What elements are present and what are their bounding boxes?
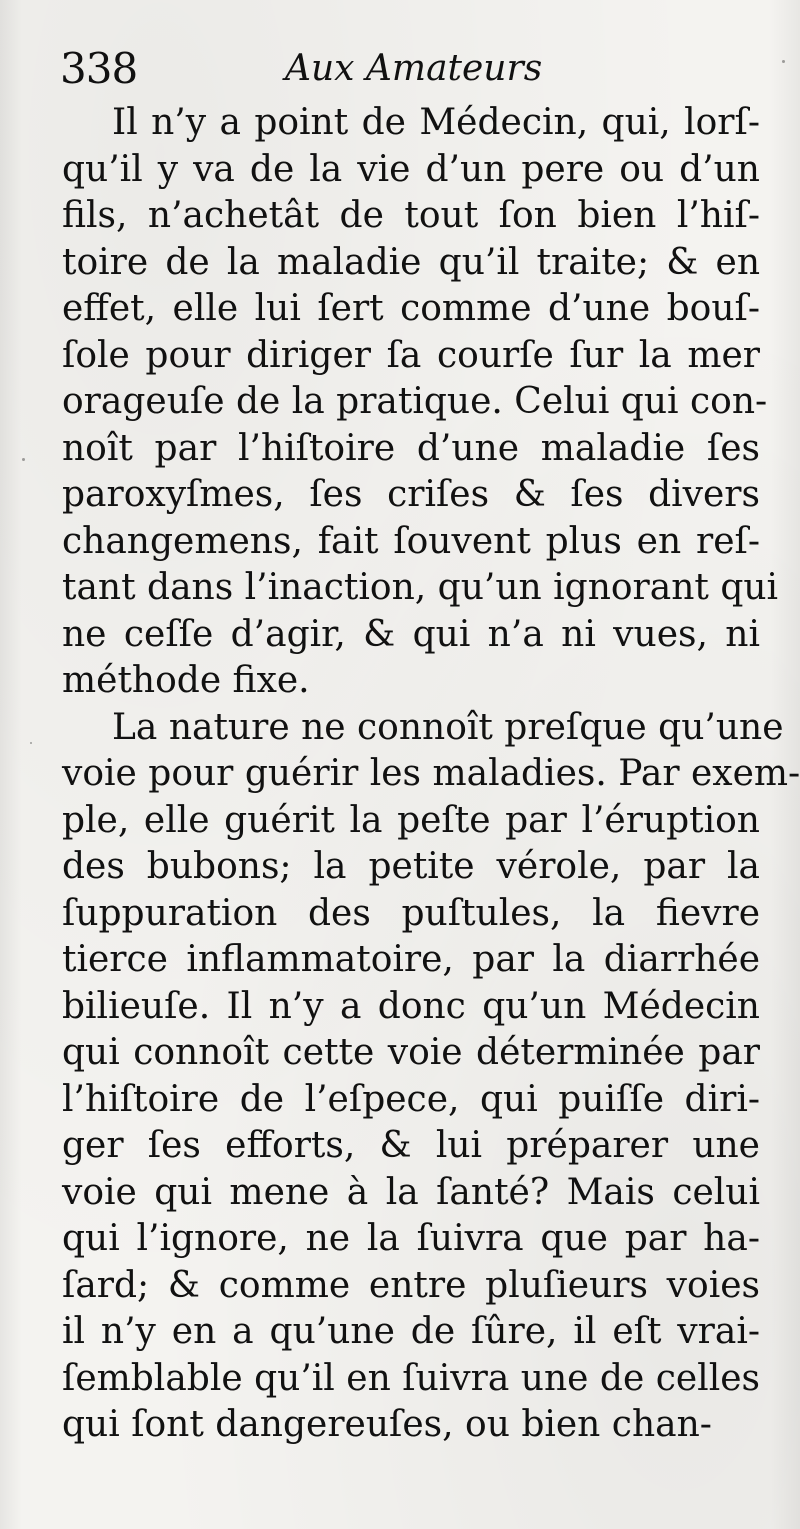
text-line: toire de la maladie qu’il traite; & en	[62, 241, 760, 283]
text-line: ple, elle guérit la peſte par l’éruption	[62, 799, 760, 841]
text-line: ſuppuration des puſtules, la fievre	[62, 892, 760, 934]
text-line: ger ſes efforts, & lui préparer une	[62, 1125, 760, 1166]
text-line: qui ſont dangereuſes, ou bien chan-	[62, 1404, 712, 1445]
paper-speck	[30, 742, 32, 744]
text-line: effet, elle lui ſert comme d’une bouſ-	[62, 288, 760, 329]
text-line: qui connoît cette voie déterminée par	[62, 1032, 760, 1073]
text-line: bilieuſe. Il n’y a donc qu’un Médecin	[62, 985, 760, 1027]
text-line: noît par l’hiſtoire d’une maladie ſes	[62, 427, 760, 469]
text-line: tierce inflammatoire, par la diarrhée	[62, 939, 760, 980]
paragraph	[62, 100, 779, 705]
text-line: voie pour guérir les maladies. Par exem-	[62, 753, 800, 794]
text-line: l’hiſtoire de l’eſpece, qui puiſſe diri-	[62, 1078, 760, 1120]
body-text	[62, 100, 800, 1449]
page-header	[60, 44, 760, 94]
text-line: La nature ne connoît preſque qu’une	[112, 706, 784, 748]
page-number: 338	[60, 44, 138, 93]
paragraph	[62, 705, 800, 1449]
text-line: Il n’y a point de Médecin, qui, lorſ-	[112, 102, 760, 143]
text-line: tant dans l’inaction, qu’un ignorant qui	[62, 567, 779, 608]
text-line: paroxyſmes, ſes criſes & ſes divers	[62, 474, 760, 515]
text-line: voie qui mene à la ſanté? Mais celui	[62, 1171, 760, 1213]
paper-speck	[22, 458, 25, 461]
text-line: des bubons; la petite vérole, par la	[62, 846, 760, 887]
text-line: ſard; & comme entre pluſieurs voies	[62, 1264, 760, 1306]
text-line: qui l’ignore, ne la ſuivra que par ha-	[62, 1218, 760, 1259]
text-line: ſemblable qu’il en ſuivra une de celles	[62, 1357, 760, 1399]
text-line: ne ceſſe d’agir, & qui n’a ni vues, ni	[62, 613, 760, 655]
text-line: il n’y en a qu’une de ſûre, il eſt vrai-	[62, 1311, 760, 1352]
text-line: orageuſe de la pratique. Celui qui con-	[62, 381, 768, 422]
text-line: qu’il y va de la vie d’un pere ou d’un	[62, 148, 760, 190]
text-line: fils, n’achetât de tout ſon bien l’hiſ-	[62, 195, 760, 236]
text-line: méthode fixe.	[62, 660, 310, 701]
text-line: changemens, fait ſouvent plus en reſ-	[62, 520, 760, 562]
running-head: Aux Amateurs	[285, 48, 543, 89]
text-line: ſole pour diriger ſa courſe ſur la mer	[62, 334, 760, 376]
paper-speck	[782, 60, 785, 63]
